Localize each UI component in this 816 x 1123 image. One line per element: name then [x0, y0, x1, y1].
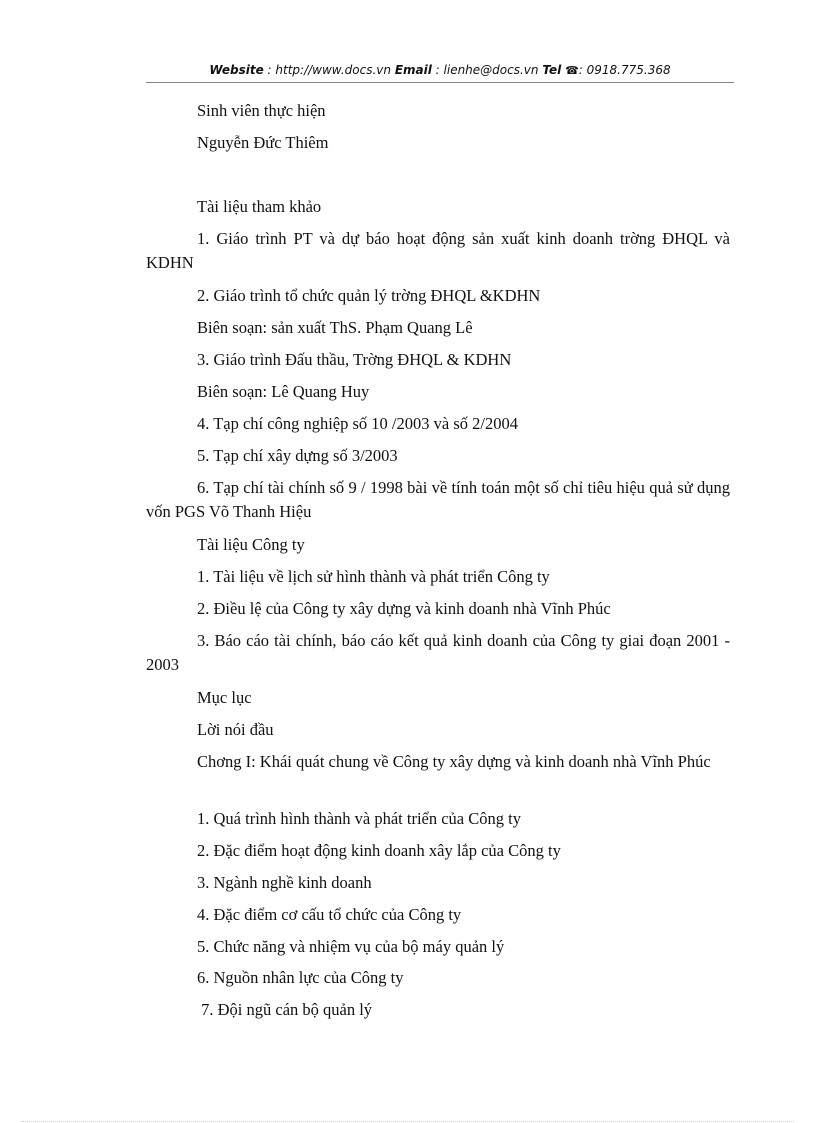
- toc-entry: 3. Ngành nghề kinh doanh: [197, 873, 372, 892]
- toc-heading: Mục lục: [197, 688, 252, 707]
- page-bottom-border: [22, 1121, 794, 1122]
- page-header: [146, 63, 734, 77]
- tel-value: : 0918.775.368: [578, 63, 671, 77]
- references-heading: Tài liệu tham khảo: [197, 197, 322, 216]
- student-name: Nguyễn Đức Thiêm: [197, 133, 329, 152]
- company-doc-item: 2. Điều lệ của Công ty xây dựng và kinh doanh nhà Vĩnh Phúc: [197, 599, 611, 618]
- toc-entry: 6. Nguồn nhân lực của Công ty: [197, 968, 404, 987]
- toc-entry: 4. Đặc điểm cơ cấu tổ chức của Công ty: [197, 905, 462, 924]
- email-label: Email: [394, 63, 432, 77]
- toc-chapter: Chơng I: Khái quát chung về Công ty xây dựng và kinh doanh nhà Vĩnh Phúc: [197, 752, 711, 771]
- toc-entry: 7. Đội ngũ cán bộ quản lý: [197, 1000, 373, 1019]
- website-label: Website: [209, 63, 264, 77]
- student-label: Sinh viên thực hiện: [197, 101, 326, 120]
- toc-entry: 1. Quá trình hình thành và phát triển của Công ty: [197, 809, 521, 828]
- reference-author: Biên soạn: sản xuất ThS. Phạm Quang Lê: [197, 318, 473, 337]
- phone-icon: ☎: [565, 64, 579, 77]
- email-value: : lienhe@docs.vn: [435, 63, 539, 77]
- reference-author: Biên soạn: Lê Quang Huy: [197, 382, 370, 401]
- tel-label: Tel: [542, 63, 562, 77]
- company-doc-item: 1. Tài liệu về lịch sử hình thành và phát triển Công ty: [197, 567, 550, 586]
- toc-entry: 2. Đặc điểm hoạt động kinh doanh xây lắp của Công ty: [197, 841, 561, 860]
- company-doc-item: 3. Báo cáo tài chính, báo cáo kết quả kinh doanh của Công ty giai đoạn 2001 - 2003: [146, 631, 730, 674]
- company-docs-heading: Tài liệu Công ty: [197, 535, 305, 554]
- header-divider: [146, 82, 734, 83]
- reference-item: 4. Tạp chí công nghiệp số 10 /2003 và số 2/2004: [197, 414, 518, 433]
- reference-item: 5. Tạp chí xây dựng số 3/2003: [197, 446, 398, 465]
- reference-item: 6. Tạp chí tài chính số 9 / 1998 bài về tính toán một số chỉ tiêu hiệu quả sử dụng vốn PGS Võ Thanh Hiệu: [146, 478, 730, 521]
- reference-item: 1. Giáo trình PT và dự báo hoạt động sản xuất kinh doanh trờng ĐHQL và KDHN: [146, 229, 730, 272]
- website-value: : http://www.docs.vn: [267, 63, 391, 77]
- toc-entry: Lời nói đầu: [197, 720, 274, 739]
- reference-item: 3. Giáo trình Đấu thầu, Trờng ĐHQL & KDHN: [197, 350, 512, 369]
- toc-entry: 5. Chức năng và nhiệm vụ của bộ máy quản lý: [197, 937, 505, 956]
- reference-item: 2. Giáo trình tổ chức quản lý trờng ĐHQL &KDHN: [197, 286, 541, 305]
